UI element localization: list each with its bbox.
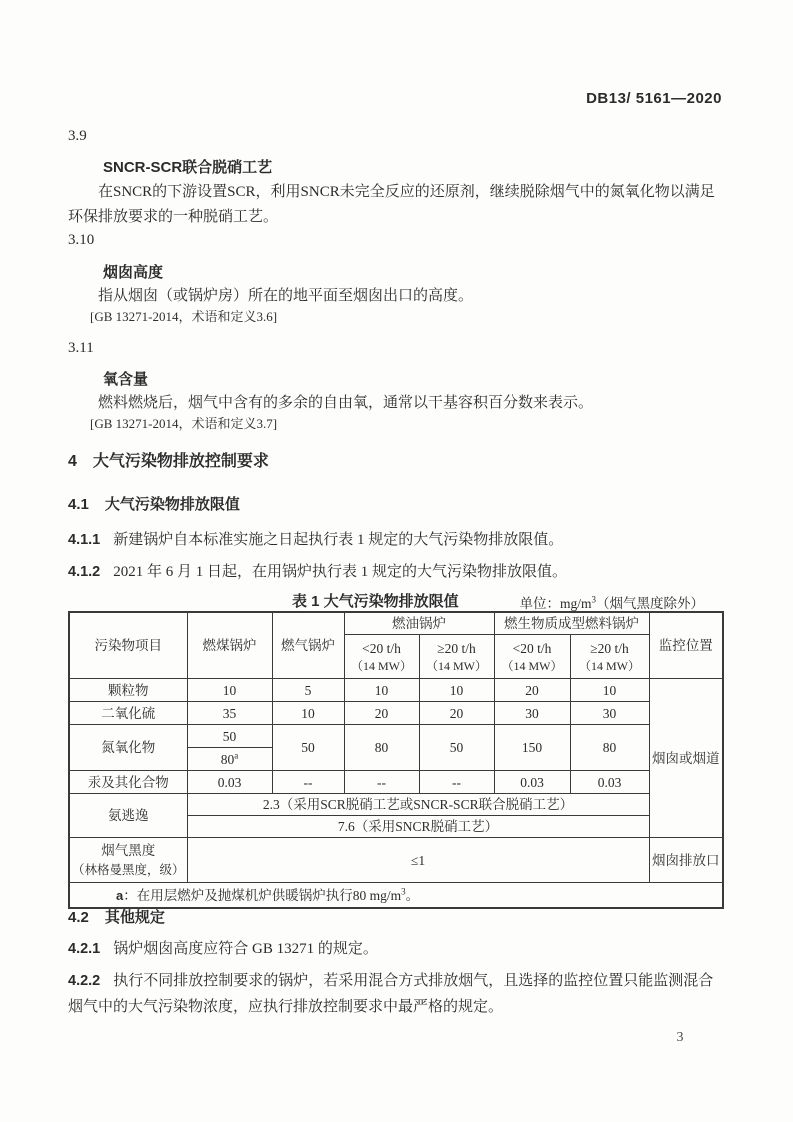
section-4-2-number: 4.2: [68, 909, 89, 926]
table-1-unit-prefix: 单位：mg/m: [519, 596, 592, 611]
section-4-title: 大气污染物排放控制要求: [92, 453, 269, 470]
clause-3-9-term: SNCR-SCR联合脱硝工艺: [103, 159, 273, 176]
clause-3-11-term: 氧含量: [103, 371, 149, 388]
row-ammonia-1: [69, 794, 723, 816]
clause-4-1-1: [68, 527, 722, 553]
cell-ammonia-scr: 2.3（采用SCR脱硝工艺或SNCR-SCR联合脱硝工艺）: [187, 794, 649, 816]
clause-4-2-1-body: 锅炉烟囱高度应符合 GB 13271 的规定。: [113, 941, 378, 957]
cell-nox-bio-lt: 150: [494, 725, 570, 771]
cell-nox-coal-new: 50: [187, 725, 272, 748]
clause-3-10-number: 3.10: [68, 232, 95, 248]
footnote-tail: 。: [405, 887, 420, 903]
table-1-unit-suffix: （烟气黑度除外）: [596, 596, 704, 611]
subheader-oil-gte20-capacity: ≥20 t/h: [437, 640, 476, 656]
cell-pm-bio-gte: 10: [570, 679, 649, 702]
row-blackness-label-line2: （林格曼黑度，级）: [72, 863, 185, 877]
cell-nox-oil-lt: 80: [344, 725, 419, 771]
subheader-bio-lt20: [494, 635, 570, 679]
cell-so2-oil-gte: 20: [419, 702, 494, 725]
section-4-heading: [68, 448, 722, 471]
subheader-oil-lt20: [344, 635, 419, 679]
clause-3-9-number: 3.9: [68, 128, 87, 144]
cell-pm-oil-gte: 10: [419, 679, 494, 702]
row-blackness-label: [69, 838, 187, 883]
cell-nox-coal-existing-value: 80: [220, 751, 235, 767]
section-4-1-number: 4.1: [68, 496, 89, 513]
row-mercury: [69, 771, 723, 794]
cell-hg-bio-lt: 0.03: [494, 771, 570, 794]
col-header-oil: 燃油锅炉: [344, 612, 494, 635]
cell-hg-coal: 0.03: [187, 771, 272, 794]
cell-pm-bio-lt: 20: [494, 679, 570, 702]
section-4-2-heading: [68, 906, 722, 927]
cell-blackness-value: ≤1: [187, 838, 649, 883]
clause-3-10-term: 烟囱高度: [103, 264, 164, 281]
subheader-oil-gte20-mw: （14 MW）: [426, 658, 487, 673]
cell-nox-coal-existing-note: a: [234, 750, 239, 760]
clause-3-11-body: 燃料燃烧后，烟气中含有的多余的自由氧，通常以干基容积百分数来表示。: [98, 395, 594, 411]
row-nox-label: 氮氧化物: [69, 725, 187, 771]
col-header-gas: 燃气锅炉: [272, 612, 344, 679]
section-4-1-heading: [68, 493, 722, 514]
cell-hg-oil-lt: --: [344, 771, 419, 794]
footnote-label: a: [116, 887, 124, 903]
row-particulate-label: 颗粒物: [69, 679, 187, 702]
clause-4-1-1-number: 4.1.1: [68, 532, 101, 548]
subheader-bio-lt20-capacity: <20 t/h: [512, 640, 552, 656]
footnote-text: ：在用层燃炉及抛煤机炉供暖锅炉执行80 mg/m: [123, 887, 402, 903]
cell-pm-gas: 5: [272, 679, 344, 702]
cell-pm-coal: 10: [187, 679, 272, 702]
cell-so2-bio-lt: 30: [494, 702, 570, 725]
cell-so2-oil-lt: 20: [344, 702, 419, 725]
section-4-2-title: 其他规定: [104, 909, 165, 926]
clause-3-11-number: 3.11: [68, 340, 94, 356]
clause-4-2-1: [68, 936, 722, 962]
clause-4-1-2: [68, 559, 722, 585]
clause-3-10-body: 指从烟囱（或锅炉房）所在的地平面至烟囱出口的高度。: [98, 288, 474, 304]
section-4-1-title: 大气污染物排放限值: [104, 496, 240, 513]
header-row-1: [69, 612, 723, 635]
table-1-unit: [519, 592, 704, 612]
col-header-pollutant: 污染物项目: [69, 612, 187, 679]
subheader-bio-gte20-capacity: ≥20 t/h: [590, 640, 629, 656]
clause-4-1-2-number: 4.1.2: [68, 564, 101, 580]
cell-hg-gas: --: [272, 771, 344, 794]
row-so2: [69, 702, 723, 725]
col-header-biomass: 燃生物质成型燃料锅炉: [494, 612, 649, 635]
row-blackness: [69, 838, 723, 883]
subheader-oil-gte20: [419, 635, 494, 679]
cell-hg-oil-gte: --: [419, 771, 494, 794]
table-1-title: 表 1 大气污染物排放限值: [292, 593, 459, 610]
cell-monitor-stack-outlet: 烟囱排放口: [649, 838, 723, 883]
doc-code: DB13/ 5161—2020: [586, 90, 722, 107]
cell-nox-bio-gte: 80: [570, 725, 649, 771]
table-footnote: [69, 883, 723, 909]
clause-4-2-1-number: 4.2.1: [68, 941, 101, 957]
clause-3-10-source: [GB 13271-2014，术语和定义3.6]: [90, 309, 278, 324]
cell-monitor-stack-or-flue: 烟囱或烟道: [649, 679, 723, 838]
clause-4-1-2-body: 2021 年 6 月 1 日起，在用锅炉执行表 1 规定的大气污染物排放限值。: [113, 564, 568, 580]
cell-so2-coal: 35: [187, 702, 272, 725]
subheader-bio-gte20-mw: （14 MW）: [579, 658, 640, 673]
table-1-unit-sup: 3: [591, 594, 596, 605]
page-number: 3: [676, 1030, 684, 1045]
cell-pm-oil-lt: 10: [344, 679, 419, 702]
clause-4-2-2-body: 执行不同排放控制要求的锅炉，若采用混合方式排放烟气，且选择的监控位置只能监测混合烟气中的大气污染物浓度，应执行排放控制要求中最严格的规定。: [68, 973, 714, 1015]
clause-4-2-2-number: 4.2.2: [68, 973, 101, 989]
col-header-coal: 燃煤锅炉: [187, 612, 272, 679]
clause-4-2-2: [68, 968, 722, 1020]
row-ammonia-label: 氨逃逸: [69, 794, 187, 838]
cell-hg-bio-gte: 0.03: [570, 771, 649, 794]
cell-nox-gas: 50: [272, 725, 344, 771]
emission-limits-table: [68, 611, 724, 909]
row-blackness-label-line1: 烟气黑度: [101, 843, 156, 858]
col-header-monitor: 监控位置: [649, 612, 723, 679]
row-mercury-label: 汞及其化合物: [69, 771, 187, 794]
cell-nox-oil-gte: 50: [419, 725, 494, 771]
subheader-oil-lt20-mw: （14 MW）: [351, 658, 412, 673]
footnote-sup: 3: [401, 886, 406, 896]
cell-nox-coal-existing: [187, 748, 272, 771]
row-particulate: [69, 679, 723, 702]
cell-so2-bio-gte: 30: [570, 702, 649, 725]
clause-4-1-1-body: 新建锅炉自本标准实施之日起执行表 1 规定的大气污染物排放限值。: [113, 532, 564, 548]
subheader-bio-lt20-mw: （14 MW）: [501, 658, 563, 673]
subheader-bio-gte20: [570, 635, 649, 679]
table-footnote-row: [69, 883, 723, 909]
row-so2-label: 二氧化硫: [69, 702, 187, 725]
clause-3-11-source: [GB 13271-2014，术语和定义3.7]: [90, 416, 278, 431]
subheader-oil-lt20-capacity: <20 t/h: [362, 640, 401, 656]
cell-ammonia-sncr: 7.6（采用SNCR脱硝工艺）: [187, 816, 649, 838]
section-4-number: 4: [68, 453, 77, 470]
table-1-caption-row: [68, 590, 722, 610]
cell-so2-gas: 10: [272, 702, 344, 725]
clause-3-9-body: 在SNCR的下游设置SCR，利用SNCR未完全反应的还原剂，继续脱除烟气中的氮氧化物以满足环保排放要求的一种脱硝工艺。: [68, 184, 715, 225]
row-nox-1: [69, 725, 723, 748]
